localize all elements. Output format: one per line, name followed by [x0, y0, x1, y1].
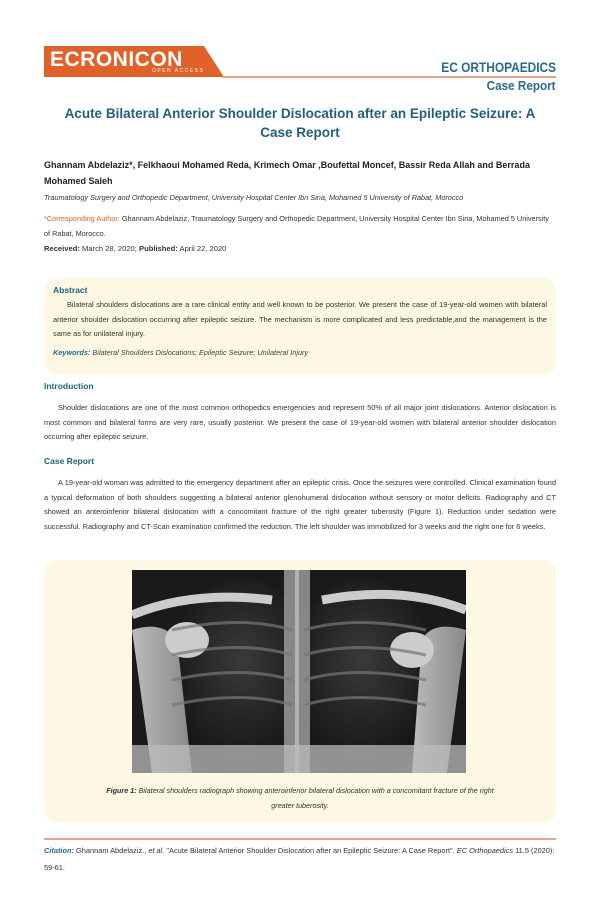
abstract-box [44, 278, 556, 374]
citation-journal: EC Orthopaedics [456, 846, 514, 855]
cronicon-logo [44, 46, 224, 77]
corresponding-text: Ghannam Abdelaziz, Traumatology Surgery and Orthopedic Department, University Hospital Center Ibn Sina, Mohamed 5 University of Rabat, Morocco. [44, 214, 549, 238]
figure-box [44, 560, 556, 822]
citation-etal: et al. [148, 846, 165, 855]
citation-ref: 11.5 (2020): 59-61. [44, 846, 555, 872]
introduction-section [44, 381, 556, 445]
received-label: Received: [44, 244, 80, 253]
case-report-heading: Case Report [44, 456, 95, 466]
journal-name: EC ORTHOPAEDICS [441, 59, 556, 75]
published-label: Published: [139, 244, 178, 253]
affiliation: Traumatology Surgery and Orthopedic Department, University Hospital Center Ibn Sina, Mohamed 5 University of Rabat, Morocco [44, 193, 464, 202]
citation-title: "Acute Bilateral Anterior Shoulder Dislocation after an Epileptic Seizure: A Case Report". [164, 846, 457, 855]
received-date: March 28, 2020; [79, 244, 139, 253]
introduction-text: Shoulder dislocations are one of the most common orthopedics emergencies and represent 50% of all major joint dislocations. Anterior dislocation is most common and bilateral forms are very rare, usually posterior. We present the case of 19-year-old women with bilateral anterior shoulder dislocation occurring after epileptic seizure. [44, 403, 556, 441]
logo-subtext: OPEN ACCESS [152, 68, 205, 74]
authors: Ghannam Abdelaziz*, Felkhaoui Mohamed Reda, Krimech Omar ,Boufettal Moncef, Bassir Reda Allah and Berrada Mohamed Saleh [44, 160, 530, 186]
dates [44, 244, 226, 253]
keywords-text: Bilateral Shoulders Dislocations; Epileptic Seizure; Unilateral Injury [90, 347, 309, 357]
published-date: April 22, 2020 [177, 244, 227, 253]
article-title: Acute Bilateral Anterior Shoulder Dislocation after an Epileptic Seizure: A Case Report [64, 106, 536, 140]
citation-label: Citation: [44, 846, 74, 855]
figure-label: Figure 1: [106, 786, 137, 795]
footer-rule [44, 838, 556, 840]
corresponding-author [44, 211, 556, 241]
abstract-text: Bilateral shoulders dislocations are a rare clinical entity and well known to be posterior. We present the case of 19-year-old women with bilateral anterior shoulder dislocation occurring after epileptic seizure. The mechanism is more complicated and less predictable,and the management is the same as for unilateral injury. [53, 300, 547, 338]
figure-caption [104, 783, 496, 813]
keywords-label: Keywords: [53, 347, 91, 357]
figure-caption-text: Bilateral shoulders radiograph showing anteroinferior bilateral dislocation with a concomitant fracture of the right greater tuberosity. [136, 786, 494, 810]
keywords [53, 348, 547, 357]
case-report-text: A 19-year-old woman was admitted to the emergency department after an epileptic crisis. Once the seizures were controlled. Clinical examination found a typical deformation of both shoulders suggesting a bilateral anterior glenohumeral dislocation without sensory or motor deficits. Radiography and CT showed an anteroinferior bilateral dislocation with a concomitant fracture of the right greater tuberosity (Figure 1). Reduction under sedation were successful. Radiography and CT-Scan examination confirmed the reduction. The left shoulder was immobilized for 3 weeks and the right one for 6 weeks. [44, 478, 556, 531]
citation [44, 842, 556, 876]
abstract-heading: Abstract [53, 285, 88, 295]
introduction-heading: Introduction [44, 381, 94, 391]
logo-text: ECRONICON [50, 48, 183, 71]
article-type: Case Report [487, 78, 556, 93]
case-report-section [44, 456, 556, 534]
citation-authors: Ghannam Abdelaziz., [73, 846, 149, 855]
xray-image [132, 570, 466, 773]
corresponding-label: *Corresponding Author: [44, 214, 120, 223]
